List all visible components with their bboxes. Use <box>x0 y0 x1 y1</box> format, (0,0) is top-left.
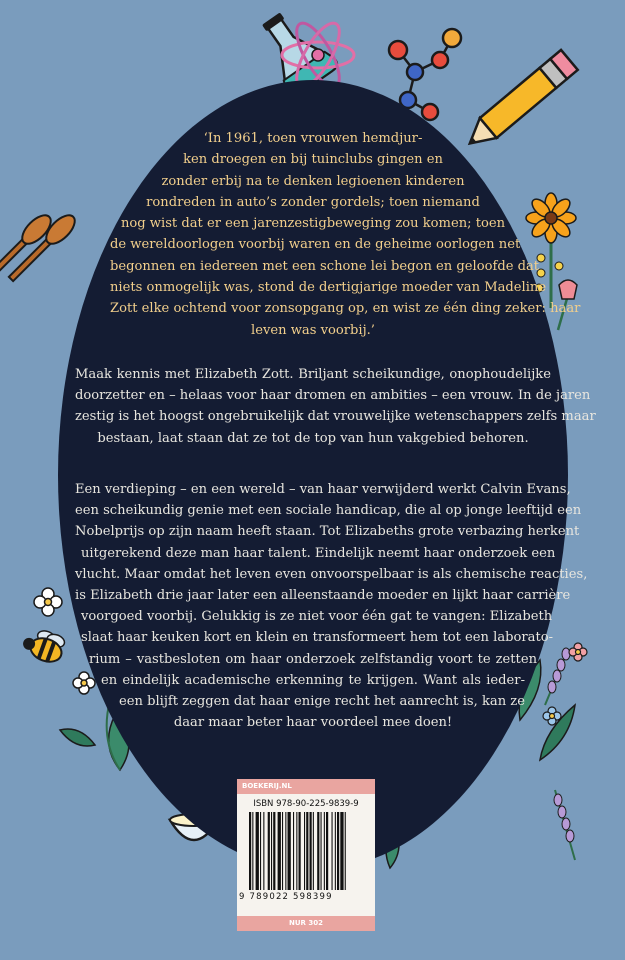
barcode-bar <box>296 812 297 890</box>
opening-quote <box>110 128 581 341</box>
blurb-line: uitgerekend deze man haar talent. Eindelijk neemt haar onderzoek een <box>81 545 556 561</box>
nur-code: NUR 302 <box>237 916 375 931</box>
barcode-bar <box>304 812 305 890</box>
barcode-label <box>237 779 375 931</box>
barcode-bar <box>263 812 264 890</box>
barcode-bar <box>337 812 339 890</box>
blurb-line: en eindelijk academische erkenning te krijgen. Want als ieder- <box>101 672 525 688</box>
barcode-bar <box>271 812 272 890</box>
barcode-bar <box>256 812 259 890</box>
blurb-line: rium – vastbesloten om haar onderzoek zelfstandig voort te zetten <box>89 651 537 667</box>
blurb-paragraph-1 <box>75 364 596 449</box>
barcode-bar <box>306 812 308 890</box>
barcode-bar <box>326 812 328 890</box>
barcode-bar <box>299 812 301 890</box>
barcode-bar <box>313 812 314 890</box>
barcode-bar <box>332 812 333 890</box>
barcode-bar <box>324 812 325 890</box>
barcode-bar <box>278 812 281 890</box>
barcode-bar <box>268 812 270 890</box>
isbn-label: ISBN 978-90-225-9839-9 <box>253 799 359 809</box>
blurb-line: daar maar beter haar voordeel mee doen! <box>173 715 453 731</box>
blurb-line: Nobelprijs op zijn naam heeft staan. Tot Elizabeths grote verbazing herkent <box>75 524 580 540</box>
blurb-line: Maak kennis met Elizabeth Zott. Briljant scheikundige, onophoudelijke <box>75 367 551 382</box>
barcode-bar <box>310 812 312 890</box>
publisher-url: BOEKERIJ.NL <box>237 779 375 794</box>
barcode-bar <box>317 812 319 890</box>
blurb-line: doorzetter en – helaas voor haar dromen en ambities – een vrouw. In de jaren <box>75 388 591 404</box>
blurb-line: bestaan, laat staan dat ze tot de top van hun vakgebied behoren. <box>97 430 529 446</box>
quote-line: Zott elke ochtend voor zonsopgang op, en wist ze één ding zeker: haar <box>110 301 581 317</box>
blurb-line: Een verdieping – en een wereld – van haar verwijderd werkt Calvin Evans, <box>75 482 571 497</box>
barcode-bar <box>273 812 275 890</box>
blurb-line: een scheikundig genie met een sociale handicap, die al op jonge leeftijd een <box>75 503 582 519</box>
barcode-bar <box>321 812 322 890</box>
barcode-bar <box>340 812 343 890</box>
barcode-bar <box>293 812 294 890</box>
barcode-bar <box>345 812 346 890</box>
blurb-line: slaat haar keuken kort en klein en transformeert hem tot een laborato- <box>81 630 554 646</box>
quote-line: begonnen en iedereen met een schone lei begon en geloofde dat <box>110 258 540 274</box>
blurb-line: voorgoed voorbij. Gelukkig is ze niet voor één gat te vangen: Elizabeth <box>81 609 553 625</box>
barcode-bar <box>288 812 291 890</box>
blurb-line: vlucht. Maar omdat het leven even onvoorspelbaar is als chemische reacties, <box>75 566 588 582</box>
quote-line: zonder erbij na te denken legioenen kinderen <box>161 173 465 189</box>
quote-line: nog wist dat er een jarenzestigbeweging zou komen; toen <box>120 216 506 232</box>
blurb-line: een blijft zeggen dat haar enige recht het aanrecht is, kan ze <box>119 694 525 710</box>
quote-line: rondreden in auto’s zonder gordels; toen niemand <box>146 194 480 210</box>
blurb-line: zestig is het hoogst ongebruikelijk dat vrouwelijke wetenschappers zelfs maar <box>75 409 596 425</box>
barcode-bar <box>335 812 336 890</box>
barcode-digits: 9 789022 598399 <box>239 892 333 902</box>
quote-line: de wereldoorlogen voorbij waren en de geheime oorlogen net <box>110 237 521 253</box>
barcode-bars <box>249 812 363 892</box>
barcode-bar <box>282 812 283 890</box>
quote-line: leven was voorbij.’ <box>251 322 375 338</box>
barcode-bar <box>260 812 261 890</box>
barcode-bar <box>252 812 253 890</box>
blurb-line: is Elizabeth drie jaar later een alleenstaande moeder en lijkt haar carrière <box>75 588 571 604</box>
quote-line: ‘In 1961, toen vrouwen hemdjur- <box>203 131 423 146</box>
barcode-bar <box>249 812 251 890</box>
blurb-paragraph-2 <box>75 479 588 733</box>
quote-line: ken droegen en bij tuinclubs gingen en <box>183 152 443 168</box>
barcode-bar <box>285 812 286 890</box>
quote-line: niets onmogelijk was, stond de dertigjarige moeder van Madeline <box>110 280 547 296</box>
